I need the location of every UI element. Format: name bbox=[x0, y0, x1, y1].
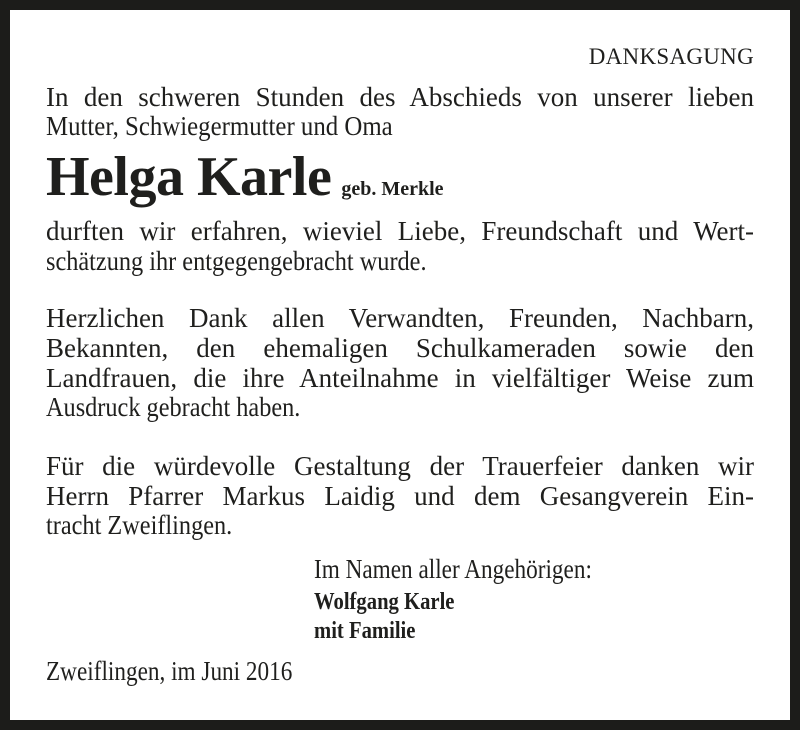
paragraph2-line-1: Herzlichen Dank allen Verwandten, Freunden, Nachbarn, bbox=[46, 303, 754, 333]
paragraph1-line-2: schätzung ihr entgegengebracht wurde. bbox=[46, 246, 427, 276]
signoff-label: Im Namen aller Angehörigen: bbox=[314, 554, 592, 584]
obituary-notice bbox=[10, 10, 790, 720]
deceased-name: Helga Karle bbox=[46, 146, 332, 208]
paragraph3-line-1: Für die würdevolle Gestaltung der Trauerfeier danken wir bbox=[46, 451, 754, 481]
intro-line-2: Mutter, Schwiegermutter und Oma bbox=[46, 111, 393, 141]
place-date: Zweiflingen, im Juni 2016 bbox=[46, 656, 293, 686]
paragraph1-line-1: durften wir erfahren, wieviel Liebe, Freundschaft und Wert- bbox=[46, 216, 754, 246]
paragraph3-line-3: tracht Zweiflingen. bbox=[46, 510, 233, 540]
signer-family: mit Familie bbox=[314, 618, 416, 644]
paragraph2-line-4: Ausdruck gebracht haben. bbox=[46, 392, 301, 422]
notice-heading: DANKSAGUNG bbox=[588, 44, 754, 69]
paragraph2-line-2: Bekannten, den ehemaligen Schulkameraden sowie den bbox=[46, 333, 754, 363]
signer-name: Wolfgang Karle bbox=[314, 589, 455, 615]
paragraph3-line-2: Herrn Pfarrer Markus Laidig und dem Gesangverein Ein- bbox=[46, 481, 754, 511]
maiden-name: geb. Merkle bbox=[341, 178, 444, 200]
paragraph2-line-3: Landfrauen, die ihre Anteilnahme in vielfältiger Weise zum bbox=[46, 363, 754, 393]
deceased-name-row bbox=[46, 147, 444, 219]
intro-line-1: In den schweren Stunden des Abschieds von unserer lieben bbox=[46, 82, 754, 112]
